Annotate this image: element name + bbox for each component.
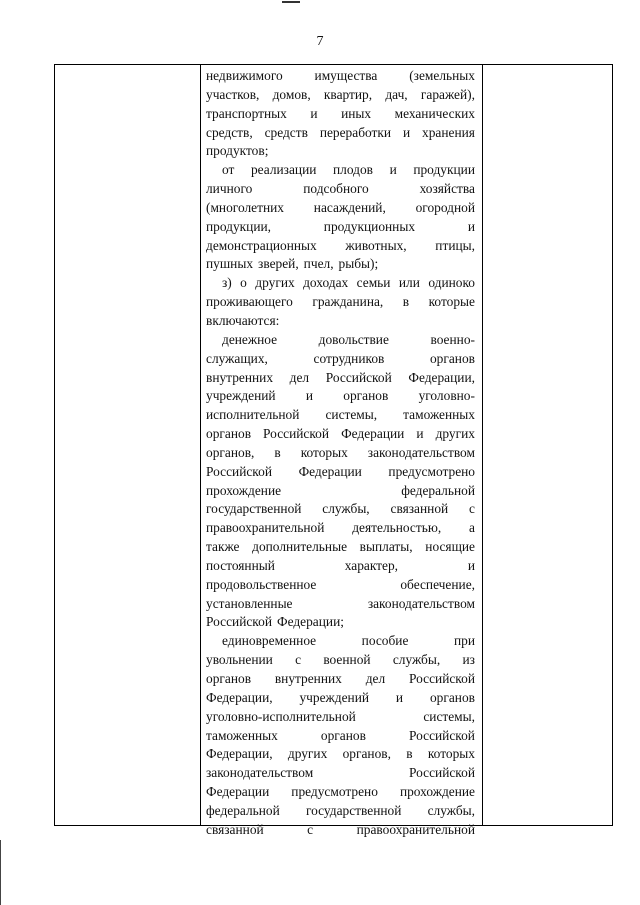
word: таможенных — [403, 407, 475, 423]
word: выплаты, — [359, 539, 413, 555]
table-column-divider-left — [200, 65, 201, 825]
word: прохождение — [399, 784, 475, 800]
word: Российской — [263, 426, 330, 442]
text-line — [206, 86, 475, 105]
word: дел — [289, 369, 310, 385]
table-column-divider-right — [482, 65, 483, 825]
word: уголовно- — [418, 388, 475, 404]
word: птицы, — [435, 237, 475, 253]
text-line — [206, 444, 475, 463]
word: средств, — [206, 124, 253, 140]
word: государственной — [305, 802, 402, 818]
word: уголовно-исполнительной — [206, 708, 356, 724]
text-line — [206, 764, 475, 783]
page-number: 7 — [316, 34, 324, 49]
text-line — [206, 651, 475, 670]
table-middle-cell-text — [206, 67, 475, 840]
word: также — [206, 539, 240, 555]
word: хранения — [422, 124, 475, 140]
word: и — [402, 124, 411, 140]
word: Российской — [206, 614, 272, 630]
word: и — [395, 689, 404, 705]
word: квартир, — [323, 86, 373, 102]
text-line — [206, 595, 475, 614]
word: при — [453, 633, 475, 649]
word: участков, — [206, 86, 260, 102]
word: правоохранительной — [356, 821, 475, 837]
word: связанной — [206, 821, 264, 837]
text-line — [206, 708, 475, 727]
word: з) — [222, 275, 232, 291]
text-line — [206, 105, 475, 124]
word: Российской — [408, 727, 475, 743]
text-line — [206, 632, 475, 651]
word: в — [406, 746, 413, 762]
word: и — [467, 557, 475, 573]
word: о — [240, 275, 247, 291]
text-line — [206, 312, 475, 331]
word: системы, — [325, 407, 378, 423]
word: или — [398, 275, 420, 291]
word: других — [255, 275, 295, 291]
text-line — [206, 218, 475, 237]
word: и — [310, 105, 318, 121]
text-line — [206, 142, 475, 161]
word: проживающего — [206, 294, 293, 310]
word: службы, — [427, 802, 475, 818]
word: плодов — [332, 162, 373, 178]
text-line — [206, 689, 475, 708]
text-line — [206, 745, 475, 764]
word: увольнении — [206, 652, 273, 668]
word: Федерации, — [206, 746, 273, 762]
word: домов, — [272, 86, 311, 102]
word: прохождение — [206, 482, 282, 498]
word: военной — [323, 652, 371, 668]
word: органов — [206, 671, 252, 686]
word: Федерации — [298, 463, 362, 479]
word: учреждений — [206, 388, 276, 404]
text-line — [206, 124, 475, 143]
text-line — [206, 500, 475, 519]
text-line — [206, 180, 475, 199]
scan-top-mark — [282, 1, 300, 3]
word: от — [222, 162, 235, 178]
text-line — [206, 199, 475, 218]
word: а — [469, 520, 475, 536]
text-line — [206, 576, 475, 595]
word: служащих, — [206, 350, 268, 366]
word: законодательством — [367, 595, 475, 611]
word: дач, — [385, 86, 408, 102]
word: органов — [429, 689, 475, 705]
word: которые — [428, 294, 475, 310]
text-line — [206, 670, 475, 689]
word: (земельных — [409, 68, 475, 83]
word: с — [295, 652, 302, 668]
word: гаражей), — [420, 86, 475, 102]
word: внутренних — [206, 369, 274, 385]
word: предусмотрено — [388, 463, 475, 479]
word: Российской — [409, 671, 475, 686]
word: Российской — [409, 765, 475, 781]
text-line — [206, 293, 475, 312]
word: органов — [206, 426, 252, 442]
word: Российской — [325, 369, 392, 385]
word: продукции — [413, 162, 475, 178]
word: дополнительные — [252, 539, 348, 555]
word: внутренних — [274, 671, 342, 686]
word: правоохранительной — [206, 520, 325, 536]
text-line — [206, 613, 475, 632]
word: носящие — [425, 539, 475, 555]
text-line — [206, 727, 475, 746]
text-line — [206, 67, 475, 86]
word: продукции, — [206, 218, 272, 234]
word: обеспечение, — [400, 576, 475, 592]
word: исполнительной — [206, 407, 300, 423]
text-line — [206, 802, 475, 821]
word: и — [416, 426, 424, 442]
word: имущества — [314, 68, 378, 83]
word: органов — [429, 350, 475, 366]
word: установленные — [206, 595, 293, 611]
word: (многолетних — [206, 199, 284, 215]
text-line — [206, 557, 475, 576]
word: в — [402, 294, 410, 310]
scan-left-edge — [0, 840, 1, 905]
word: единовременное — [222, 633, 317, 649]
word: Федерации — [206, 784, 270, 800]
text-line — [206, 369, 475, 388]
word: довольствие — [318, 331, 389, 347]
word: службы, — [392, 652, 441, 668]
word: таможенных — [206, 727, 278, 743]
word: и — [305, 388, 314, 404]
word: с — [469, 501, 475, 517]
word: службы, — [322, 501, 370, 517]
text-line — [206, 274, 475, 293]
word: органов, — [342, 746, 391, 762]
word: подсобного — [303, 181, 369, 197]
word: зверей, — [258, 256, 299, 272]
word: законодательством — [367, 444, 475, 460]
word: Федерации — [341, 426, 405, 442]
word: недвижимого — [206, 68, 283, 83]
word: продуктов; — [206, 143, 269, 159]
word: Федерации; — [277, 614, 344, 630]
text-line — [206, 482, 475, 501]
word: предусмотрено — [291, 784, 378, 800]
word: пчел, — [303, 256, 334, 272]
word: других — [287, 746, 328, 762]
word: Российской — [206, 463, 272, 479]
text-line — [206, 255, 475, 274]
word: денежное — [222, 331, 278, 347]
word: реализации — [250, 162, 317, 178]
word: с — [307, 821, 314, 837]
word: системы, — [423, 708, 475, 724]
word: других — [435, 426, 475, 442]
word: огородной — [415, 199, 475, 215]
word: демонстрационных — [206, 237, 317, 253]
word: средств — [264, 124, 308, 140]
text-line — [206, 406, 475, 425]
word: одиноко — [428, 275, 475, 291]
word: гражданина, — [312, 294, 384, 310]
text-line — [206, 821, 475, 840]
word: деятельностью, — [352, 520, 442, 536]
text-line — [206, 783, 475, 802]
word: сотрудников — [313, 350, 385, 366]
text-line — [206, 387, 475, 406]
word: которых — [300, 444, 348, 460]
text-line — [206, 538, 475, 557]
word: пушных — [206, 256, 254, 272]
word: военно- — [430, 331, 475, 347]
text-line — [206, 350, 475, 369]
word: характер, — [344, 557, 399, 573]
word: которых — [427, 746, 475, 762]
word: механических — [394, 105, 475, 121]
word: и — [389, 162, 397, 178]
word: иных — [341, 105, 372, 121]
word: насаждений, — [313, 199, 386, 215]
word: пособие — [361, 633, 409, 649]
word: федеральной — [206, 802, 280, 818]
word: органов, — [206, 444, 255, 460]
word: постоянный — [206, 557, 275, 573]
word: органов — [320, 727, 366, 743]
word: законодательством — [206, 765, 314, 781]
word: учреждений — [299, 689, 370, 705]
word: продовольственное — [206, 576, 317, 592]
word: животных, — [345, 237, 407, 253]
word: государственной — [206, 501, 302, 517]
word: рыбы); — [338, 256, 379, 272]
word: Федерации, — [408, 369, 475, 385]
word: федеральной — [401, 482, 475, 498]
word: транспортных — [206, 105, 287, 121]
word: продукционных — [323, 218, 416, 234]
word: доходах — [303, 275, 349, 291]
document-table — [54, 64, 613, 837]
word: переработки — [319, 124, 392, 140]
word: органов — [343, 388, 389, 404]
text-line — [206, 331, 475, 350]
word: дел — [365, 671, 386, 686]
word: личного — [206, 181, 253, 197]
word: из — [462, 652, 475, 668]
word: в — [274, 444, 281, 460]
word: связанной — [390, 501, 449, 517]
text-line — [206, 425, 475, 444]
text-line — [206, 161, 475, 180]
word: хозяйства — [419, 181, 475, 197]
text-line — [206, 237, 475, 256]
text-line — [206, 519, 475, 538]
text-line — [206, 463, 475, 482]
word: и — [467, 218, 475, 234]
word: Федерации, — [206, 689, 273, 705]
word: семьи — [356, 275, 391, 291]
word: включаются: — [206, 312, 280, 328]
